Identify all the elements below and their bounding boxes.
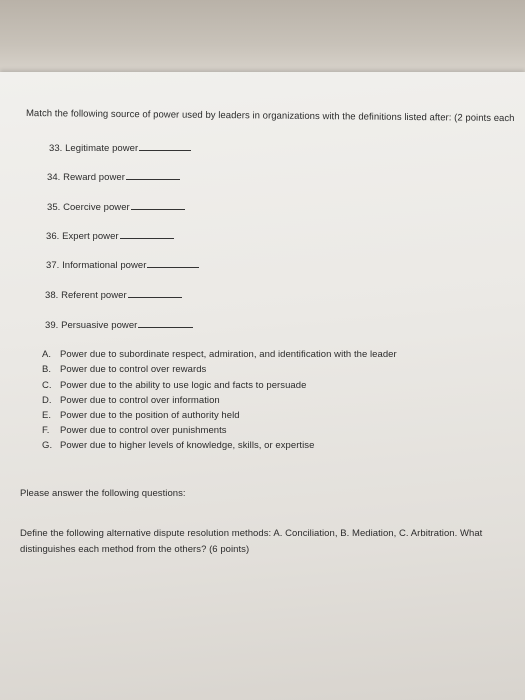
- answer-blank[interactable]: [138, 318, 193, 328]
- question-number: 38.: [45, 290, 59, 301]
- question-36: [46, 229, 174, 242]
- option-letter: E.: [42, 410, 52, 421]
- answer-blank[interactable]: [128, 288, 182, 298]
- question-label: Referent power: [61, 290, 127, 301]
- question-label: Informational power: [62, 260, 147, 271]
- option-f: [42, 425, 227, 436]
- instructions-text: Match the following source of power used by leaders in organizations with the definitions listed after: (2 points each: [25, 108, 515, 125]
- answer-blank[interactable]: [147, 258, 199, 268]
- option-letter: G.: [42, 440, 53, 451]
- question-label: Coercive power: [63, 202, 130, 213]
- option-b: [42, 364, 206, 375]
- option-letter: A.: [42, 349, 52, 360]
- question-number: 39.: [45, 320, 59, 331]
- answer-blank[interactable]: [126, 170, 180, 180]
- option-a: [42, 349, 397, 360]
- answer-blank[interactable]: [131, 200, 185, 210]
- option-text: Power due to the position of authority held: [60, 410, 240, 421]
- option-c: [42, 380, 306, 391]
- option-d: [42, 395, 220, 406]
- question-label: Legitimate power: [65, 143, 139, 154]
- question-label: Expert power: [62, 231, 119, 242]
- option-letter: F.: [42, 425, 50, 436]
- option-text: Power due to control over information: [60, 395, 220, 406]
- question-number: 33.: [49, 143, 63, 154]
- section-heading: Please answer the following questions:: [20, 488, 186, 499]
- option-letter: C.: [42, 380, 52, 391]
- answer-blank[interactable]: [139, 141, 191, 151]
- option-text: Power due to control over punishments: [60, 425, 227, 436]
- question-label: Persuasive power: [61, 320, 138, 331]
- option-text: Power due to control over rewards: [60, 364, 207, 375]
- question-34: [47, 170, 180, 183]
- option-text: Power due to subordinate respect, admiration, and identification with the leader: [60, 349, 397, 360]
- question-number: 36.: [46, 231, 60, 242]
- question-38: [45, 288, 182, 301]
- option-text: Power due to the ability to use logic and facts to persuade: [60, 380, 307, 391]
- question-number: 35.: [47, 202, 61, 213]
- option-letter: B.: [42, 364, 52, 375]
- answer-blank[interactable]: [120, 229, 174, 239]
- option-g: [42, 440, 314, 451]
- option-text: Power due to higher levels of knowledge, skills, or expertise: [60, 440, 315, 451]
- option-letter: D.: [42, 395, 52, 406]
- definition-question: Define the following alternative dispute resolution methods: A. Conciliation, B. Mediation, C. Arbitration. What distinguishes each method from the others? (6 points): [20, 528, 483, 555]
- question-35: [47, 200, 185, 213]
- question-39: [45, 318, 193, 331]
- option-e: [42, 410, 240, 421]
- question-label: Reward power: [63, 172, 125, 183]
- question-37: [46, 258, 199, 271]
- question-number: 34.: [47, 172, 61, 183]
- question-33: [49, 141, 191, 154]
- question-number: 37.: [46, 260, 60, 271]
